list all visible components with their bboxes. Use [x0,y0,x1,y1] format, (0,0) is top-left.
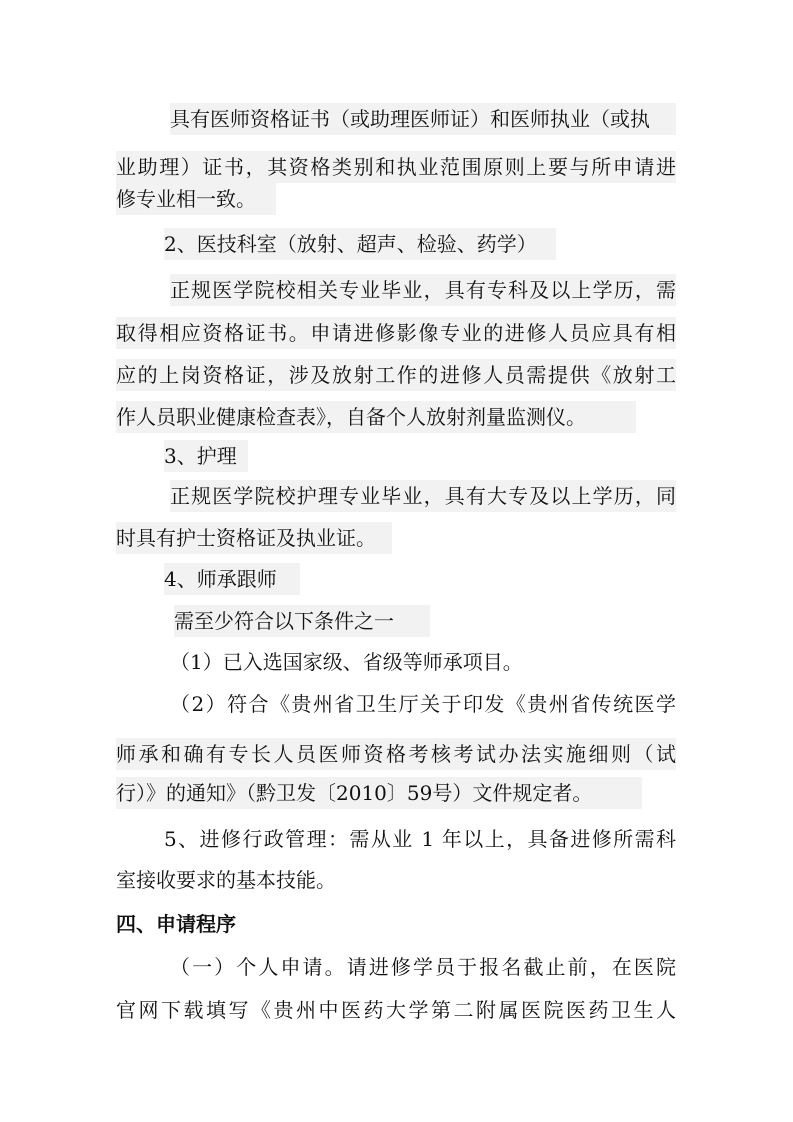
p2-line-1: 正规医学院校相关专业毕业，具有专科及以上学历，需 [170,274,676,306]
item5-line-2: 室接收要求的基本技能。 [116,868,336,892]
p5-line-2: 官网下载填写《贵州中医药大学第二附属医院医药卫生人 [116,998,676,1022]
p2-line-3: 应的上岗资格证，涉及放射工作的进修人员需提供《放射工 [116,359,676,391]
p3-line-2: 时具有护士资格证及执业证。 [116,522,392,554]
item2-title: 2、医技科室（放射、超声、检验、药学） [164,228,556,260]
p2-line-4: 作人员职业健康检查表》，自备个人放射剂量监测仪。 [116,401,636,433]
p1-line-3: 修专业相一致。 [116,183,276,215]
p1-line-2: 业助理）证书，其资格类别和执业范围原则上要与所申请进 [116,151,676,183]
p4-condition-1: （1）已入选国家级、省级等师承项目。 [170,650,523,674]
item3-title: 3、护理 [164,440,248,472]
p4-condition-2-line-3: 行）》的通知》（黔卫发〔2010〕59号）文件规定者。 [116,777,642,809]
p4-condition-2-line-1: （2）符合《贵州省卫生厅关于印发《贵州省传统医学 [170,692,676,716]
p4-condition-2-line-2: 师承和确有专长人员医师资格考核考试办法实施细则（试 [116,738,676,770]
item4-title: 4、师承跟师 [164,563,300,595]
p1-line-1: 具有医师资格证书（或助理医师证）和医师执业（或执 [170,103,676,135]
item5-line-1: 5、进修行政管理：需从业 1 年以上，具备进修所需科 [164,827,676,851]
p2-line-2: 取得相应资格证书。申请进修影像专业的进修人员应具有相 [116,317,676,349]
p5-line-1: （一）个人申请。请进修学员于报名截止前，在医院 [170,955,676,979]
p4-intro: 需至少符合以下条件之一 [174,605,430,637]
section-heading: 四、申请程序 [116,912,236,936]
p3-line-1: 正规医学院校护理专业毕业，具有大专及以上学历，同 [170,480,676,512]
